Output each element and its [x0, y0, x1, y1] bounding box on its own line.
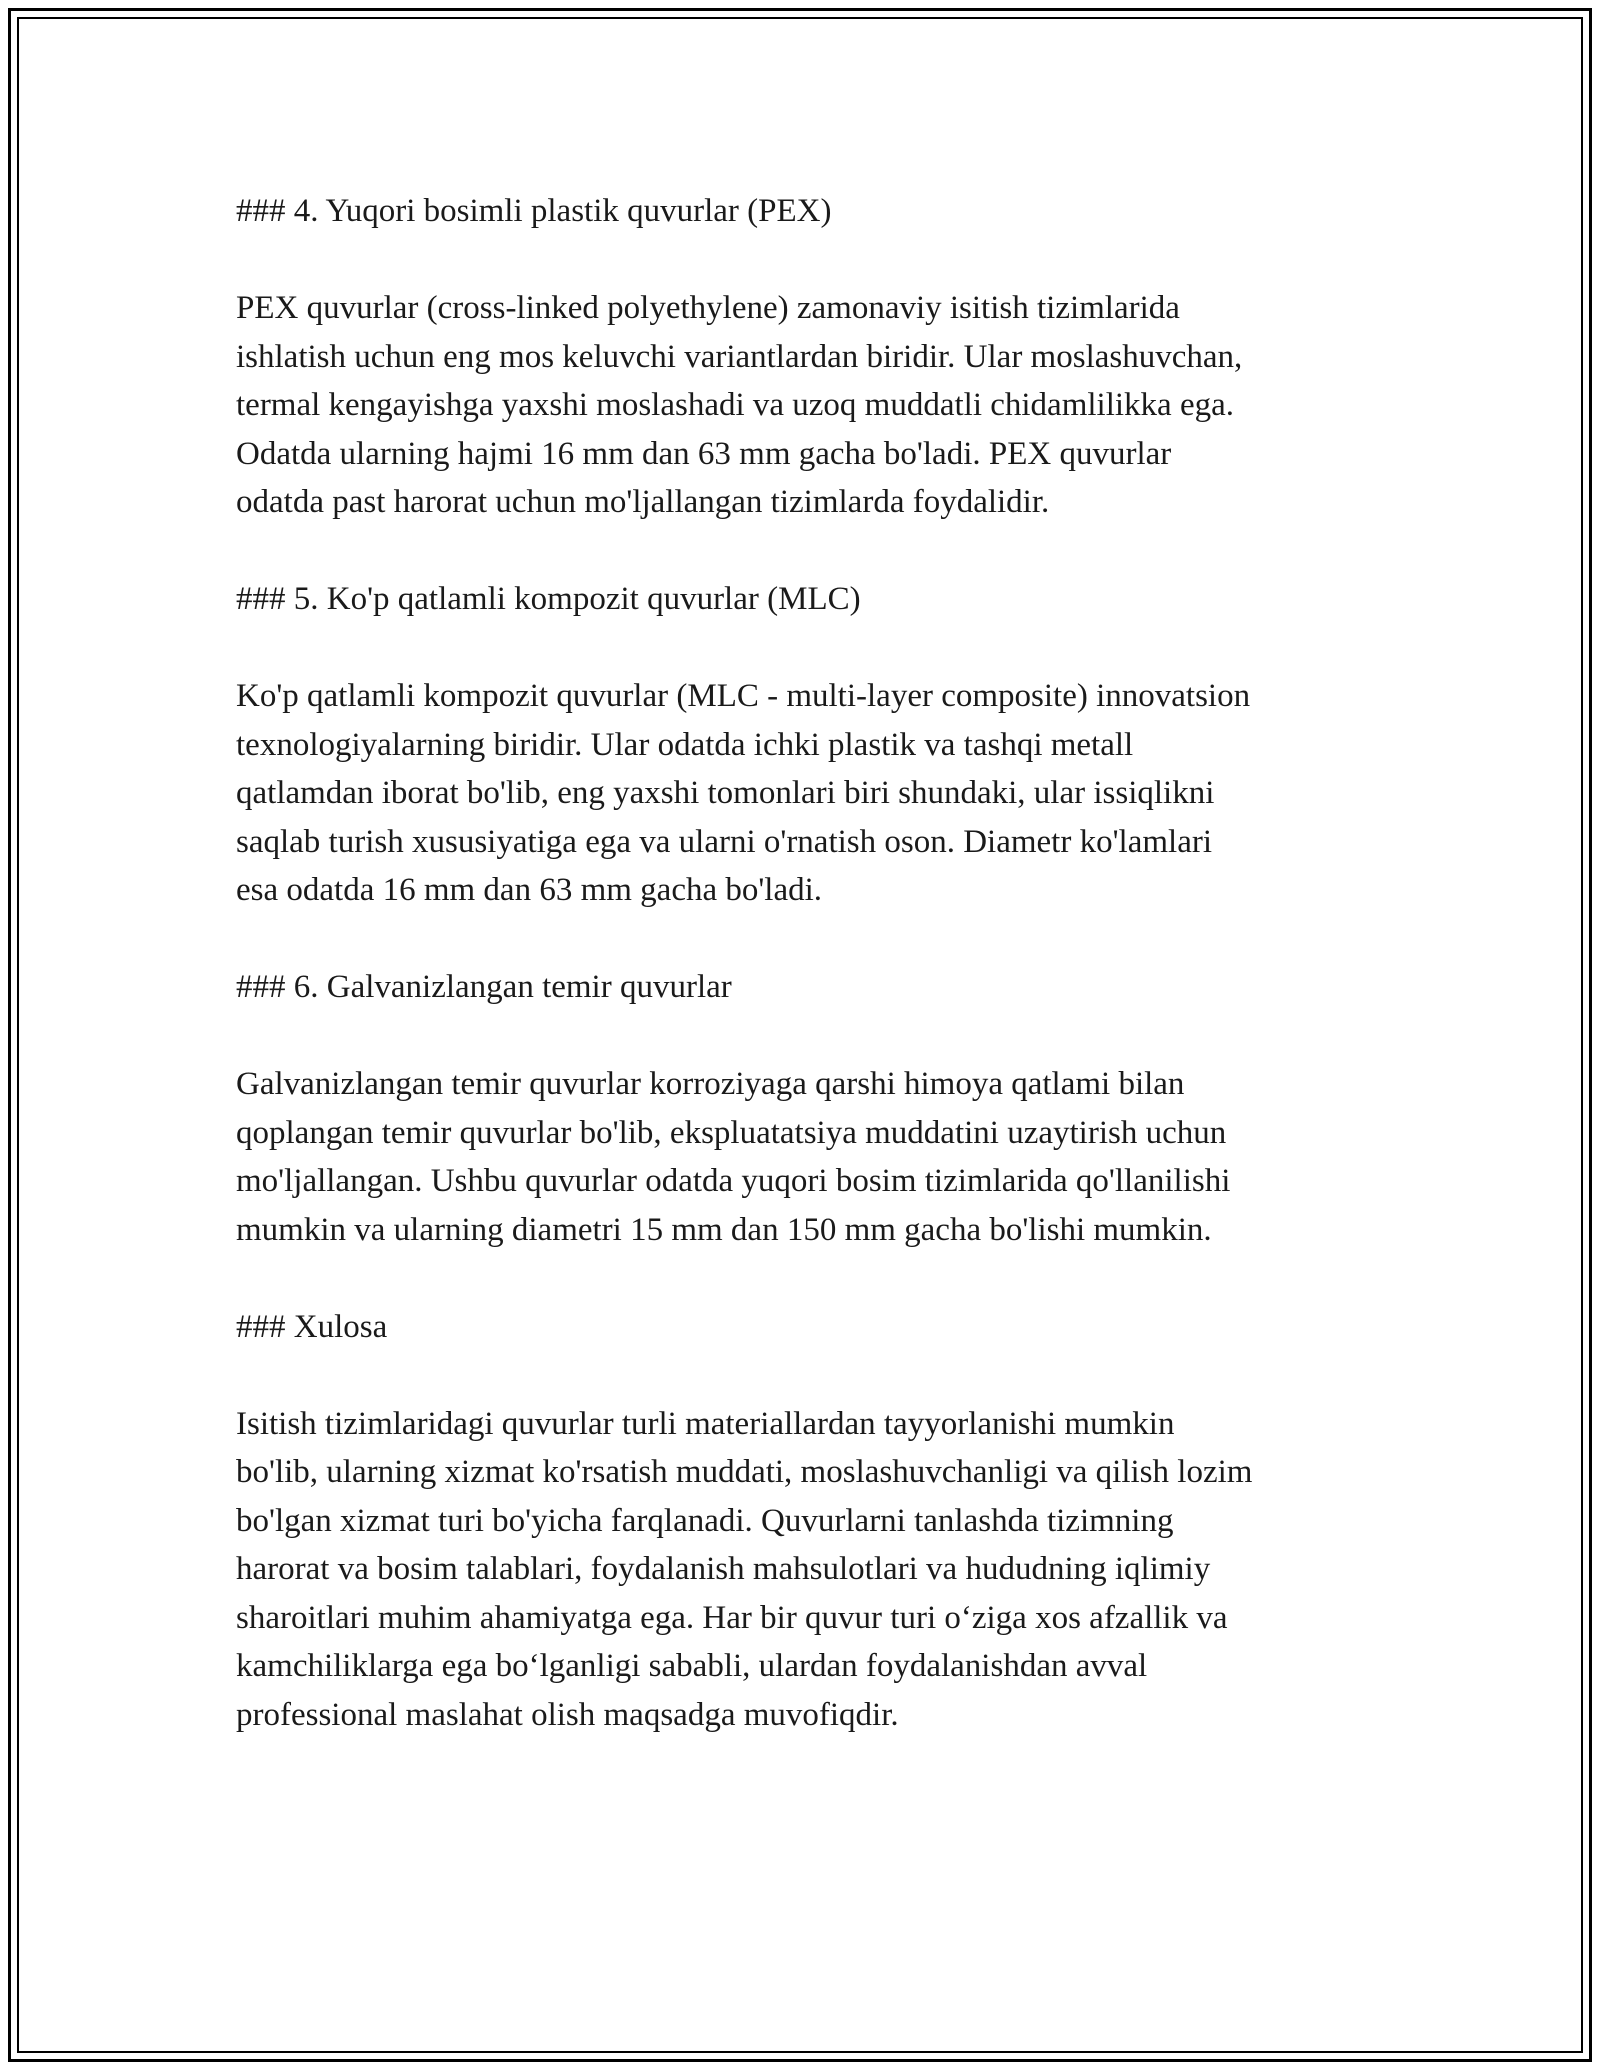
- section-heading-mlc: ### 5. Ko'p qatlamli kompozit quvurlar (MLC): [236, 581, 861, 617]
- document-body: [236, 187, 1396, 1788]
- paragraph-conclusion: Isitish tizimlaridagi quvurlar turli materiallardan tayyorlanishi mumkin bo'lib, ularning xizmat ko'rsatish muddati, moslashuvchanligi va qilish lozim bo'lgan xizmat turi bo'yicha farqlanadi. Quvurlarni tanlashda tizimning harorat va bosim talablari, foydalanish mahsulotlari va hududning iqlimiy sharoitlari muhim ahamiyatga ega. Har bir quvur turi o‘ziga xos afzallik va kamchiliklarga ega bo‘lganligi sababli, ulardan foydalanishdan avval professional maslahat olish maqsadga muvofiqdir.: [236, 1405, 1253, 1733]
- section-heading-conclusion: ### Xulosa: [236, 1308, 388, 1345]
- section-heading-pex: ### 4. Yuqori bosimli plastik quvurlar (PEX): [236, 193, 832, 229]
- section-heading-galvanized: ### 6. Galvanizlangan temir quvurlar: [236, 969, 732, 1005]
- paragraph-pex: PEX quvurlar (cross-linked polyethylene) zamonaviy isitish tizimlarida ishlatish uchun eng mos keluvchi variantlardan biridir. Ular moslashuvchan, termal kengayishga yaxshi moslashadi va uzoq muddatli chidamlilikka ega. Odatda ularning hajmi 16 mm dan 63 mm gacha bo'ladi. PEX quvurlar odatda past harorat uchun mo'ljallangan tizimlarda foydalidir.: [236, 290, 1243, 520]
- paragraph-galvanized: Galvanizlangan temir quvurlar korroziyaga qarshi himoya qatlami bilan qoplangan temir quvurlar bo'lib, ekspluatatsiya muddatini uzaytirish uchun mo'ljallangan. Ushbu quvurlar odatda yuqori bosim tizimlarida qo'llanilishi mumkin va ularning diametri 15 mm dan 150 mm gacha bo'lishi mumkin.: [236, 1066, 1231, 1248]
- paragraph-mlc: Ko'p qatlamli kompozit quvurlar (MLC - multi-layer composite) innovatsion texnologiyalarning biridir. Ular odatda ichki plastik va tashqi metall qatlamdan iborat bo'lib, eng yaxshi tomonlari biri shundaki, ular issiqlikni saqlab turish xususiyatiga ega va ularni o'rnatish oson. Diametr ko'lamlari esa odatda 16 mm dan 63 mm gacha bo'ladi.: [236, 678, 1251, 908]
